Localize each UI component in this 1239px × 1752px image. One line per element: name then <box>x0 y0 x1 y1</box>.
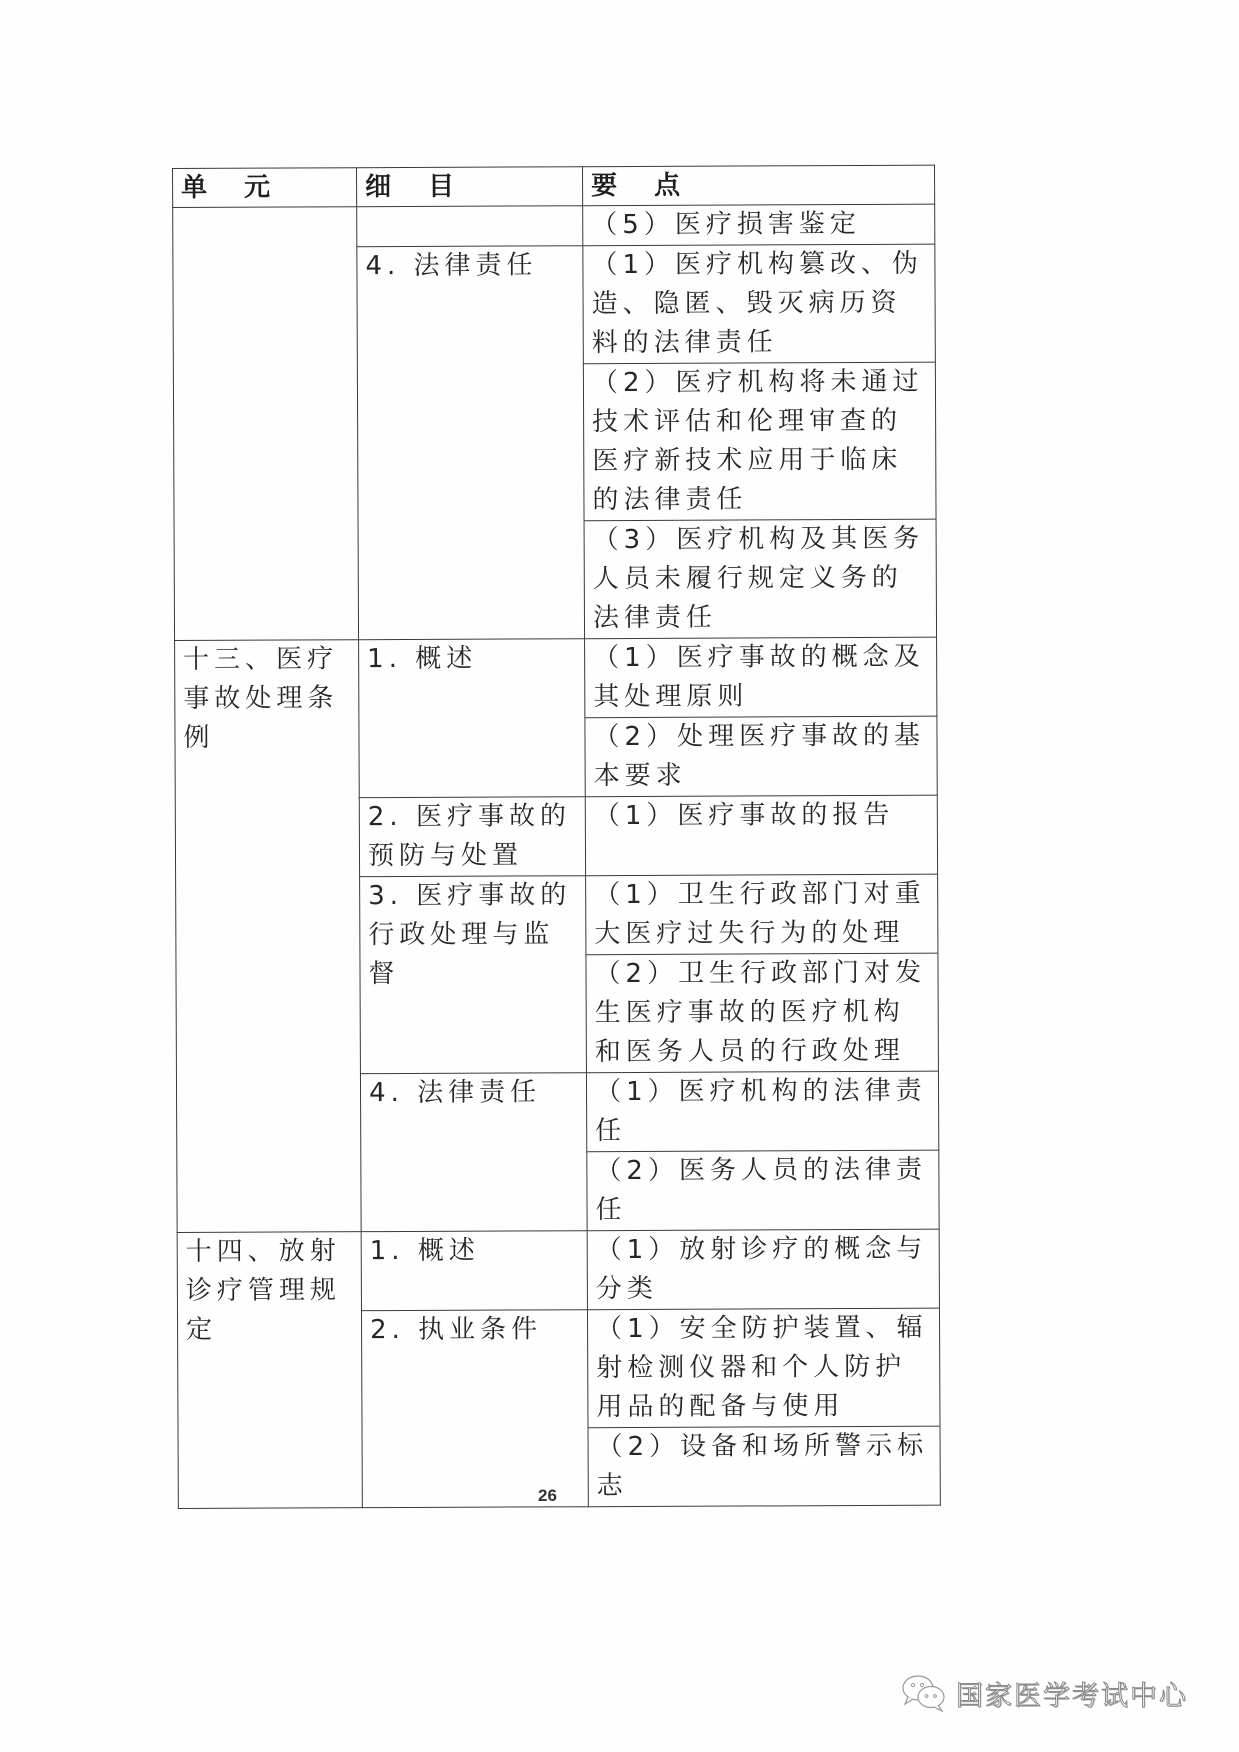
item-cell: 3. 医疗事故的行政处理与监督 <box>360 876 587 1074</box>
page-number: 26 <box>538 1486 557 1505</box>
point-cell: （1）卫生行政部门对重大医疗过失行为的处理 <box>586 874 938 955</box>
point-cell: （2）设备和场所警示标志 <box>588 1426 940 1507</box>
table-row <box>173 204 935 247</box>
item-cell: 1. 概述 <box>359 639 586 798</box>
watermark <box>900 1673 1188 1713</box>
watermark-text: 国家医学考试中心 <box>956 1680 1188 1712</box>
unit-cell <box>173 207 359 641</box>
header-point: 要 点 <box>582 165 934 206</box>
item-cell: 4. 法律责任 <box>360 1073 587 1232</box>
point-cell: （1）安全防护装置、辐射检测仪器和个人防护用品的配备与使用 <box>587 1308 940 1428</box>
point-cell: （3）医疗机构及其医务人员未履行规定义务的法律责任 <box>584 519 937 639</box>
header-item: 细 目 <box>357 167 583 207</box>
header-unit: 单 元 <box>173 168 357 208</box>
point-cell: （2）处理医疗事故的基本要求 <box>585 716 937 797</box>
item-cell <box>357 206 583 247</box>
point-cell: （5）医疗损害鉴定 <box>583 204 935 246</box>
unit-cell: 十四、放射诊疗管理规定 <box>177 1232 362 1509</box>
point-cell: （1）医疗事故的报告 <box>585 795 937 876</box>
table-header-row <box>173 165 935 207</box>
point-cell: （2）医务人员的法律责任 <box>587 1150 939 1231</box>
point-cell: （1）医疗机构篡改、伪造、隐匿、毁灭病历资料的法律责任 <box>583 244 936 364</box>
item-cell: 1. 概述 <box>361 1231 587 1311</box>
point-cell: （1）放射诊疗的概念与分类 <box>587 1229 939 1310</box>
wechat-icon <box>900 1673 948 1713</box>
syllabus-table <box>172 165 941 1509</box>
point-cell: （2）医疗机构将未通过技术评估和伦理审查的医疗新技术应用于临床的法律责任 <box>583 362 936 521</box>
point-cell: （1）医疗事故的概念及其处理原则 <box>585 637 937 718</box>
unit-cell: 十三、医疗事故处理条例 <box>175 640 362 1233</box>
item-cell: 2. 医疗事故的预防与处置 <box>359 797 585 877</box>
table-row <box>175 637 937 719</box>
point-cell: （1）医疗机构的法律责任 <box>586 1071 938 1152</box>
item-cell: 4. 法律责任 <box>357 246 585 640</box>
item-cell: 2. 执业条件 <box>361 1310 588 1508</box>
point-cell: （2）卫生行政部门对发生医疗事故的医疗机构和医务人员的行政处理 <box>586 953 939 1073</box>
table-row <box>177 1229 939 1311</box>
